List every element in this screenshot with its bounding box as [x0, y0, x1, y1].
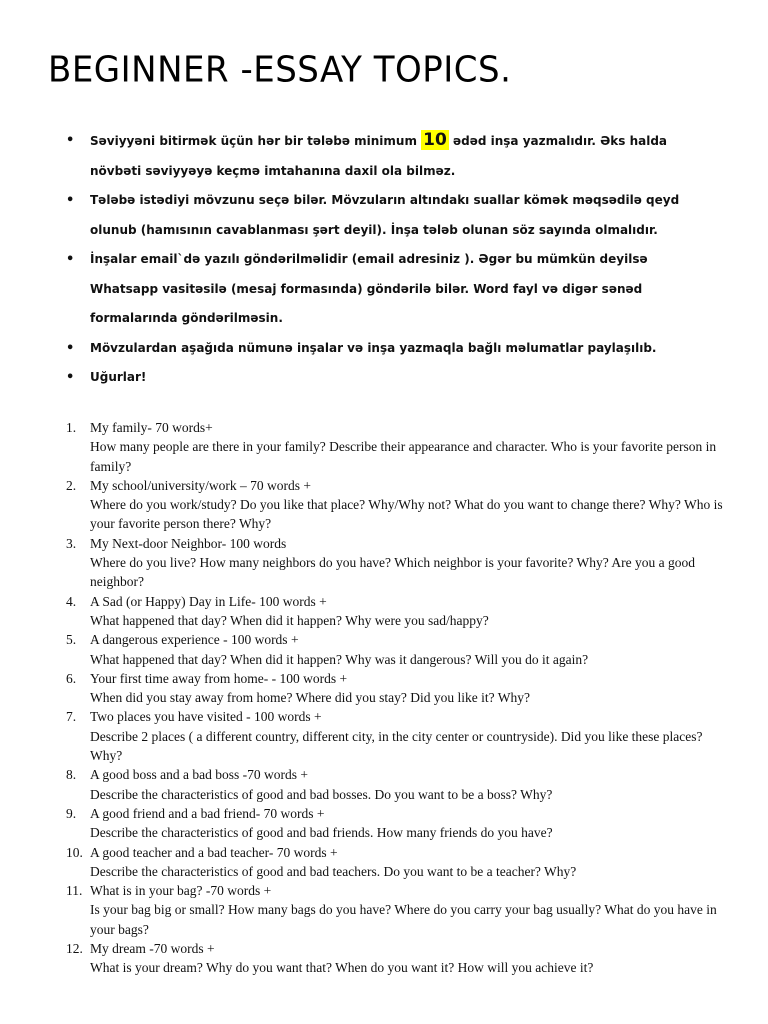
topic-title: A good teacher and a bad teacher- 70 words + [90, 844, 338, 860]
topic-title: A dangerous experience - 100 words + [90, 632, 299, 648]
topic-number: 3. [66, 535, 77, 551]
topic-number: 4. [66, 593, 77, 609]
bullet-icon: • [66, 252, 75, 267]
topic-number: 9. [66, 805, 77, 821]
topic-title: A good boss and a bad boss -70 words + [90, 767, 308, 783]
topic-description: Is your bag big or small? How many bags do you have? Where do you carry your bag usually? What do you have in your bags? [90, 902, 717, 937]
topic-item [66, 630, 726, 669]
bullet-icon: • [66, 370, 75, 385]
topic-number: 6. [66, 670, 77, 686]
topic-item [66, 939, 726, 978]
topic-title: My dream -70 words + [90, 941, 215, 957]
rule-text: Mövzulardan aşağıda nümunə inşalar və inşa yazmaqla bağlı məlumatlar paylaşılıb. [90, 340, 657, 355]
topic-number: 5. [66, 632, 77, 648]
topic-title: What is in your bag? -70 words + [90, 883, 272, 899]
topic-item [66, 881, 726, 939]
topic-item [66, 843, 726, 882]
topic-item [66, 534, 726, 592]
rule-item [64, 245, 714, 334]
topic-title: A good friend and a bad friend- 70 words + [90, 805, 325, 821]
rule-item [64, 126, 714, 186]
topic-description: When did you stay away from home? Where did you stay? Did you like it? Why? [90, 690, 531, 706]
topic-item [66, 804, 726, 843]
topic-title: My school/university/work – 70 words + [90, 477, 311, 493]
topic-number: 11. [66, 883, 83, 899]
topics-list [66, 418, 726, 978]
topic-description: Describe the characteristics of good and bad teachers. Do you want to be a teacher? Why? [90, 863, 577, 879]
topic-number: 12. [66, 941, 83, 957]
topic-item [66, 592, 726, 631]
topic-item [66, 765, 726, 804]
bullet-icon: • [66, 133, 75, 148]
bullet-icon: • [66, 340, 75, 356]
rules-list [64, 126, 714, 393]
topic-description: Where do you work/study? Do you like that place? Why/Why not? What do you want to change there? Why? Who is your favorite person there? Why? [90, 497, 723, 532]
topic-item [66, 669, 726, 708]
topic-item [66, 707, 726, 765]
topic-number: 2. [66, 477, 77, 493]
rule-text: İnşalar email`də yazılı göndərilməlidir (email adresiniz ). Əgər bu mümkün deyilsə Whatsapp vasitəsilə (mesaj formasında) göndərilə bilər. Word fayl və digər sənəd formalarında göndərilməsin. [90, 252, 648, 325]
topic-description: What is your dream? Why do you want that? When do you want it? How will you achieve it? [90, 960, 594, 976]
topic-description: How many people are there in your family? Describe their appearance and character. Who is your favorite person in family? [90, 439, 717, 474]
topic-number: 10. [66, 844, 83, 860]
rule-item [64, 186, 714, 245]
topic-number: 8. [66, 767, 77, 783]
highlighted-number: 10 [423, 130, 447, 150]
topic-number: 7. [66, 709, 77, 725]
topic-description: What happened that day? When did it happen? Why was it dangerous? Will you do it again? [90, 651, 589, 667]
topic-description: Where do you live? How many neighbors do you have? Which neighbor is your favorite? Why? Are you a good neighbor? [90, 555, 695, 590]
topic-title: A Sad (or Happy) Day in Life- 100 words + [90, 593, 327, 609]
topic-item [66, 418, 726, 476]
topic-description: Describe the characteristics of good and bad bosses. Do you want to be a boss? Why? [90, 786, 553, 802]
bullet-icon: • [66, 193, 75, 208]
topic-number: 1. [66, 420, 77, 435]
topic-title: My Next-door Neighbor- 100 words [90, 535, 287, 551]
topic-title: Your first time away from home- - 100 words + [90, 670, 348, 686]
rule-item [64, 363, 714, 393]
page-title: BEGINNER -ESSAY TOPICS. [48, 49, 512, 91]
rule-text: Tələbə istədiyi mövzunu seçə bilər. Mövzuların altındakı suallar kömək məqsədilə qeyd olunub (hamısının cavablanması şərt deyil). İnşa tələb olunan söz sayında olmalıdır. [90, 193, 680, 237]
rule-item [64, 334, 714, 364]
topic-description: Describe 2 places ( a different country, different city, in the city center or countryside). Did you like these places? Why? [90, 728, 703, 764]
topic-description: Describe the characteristics of good and bad friends. How many friends do you have? [90, 825, 553, 841]
topic-title: My family- 70 words+ [90, 420, 213, 435]
topic-description: What happened that day? When did it happen? Why were you sad/happy? [90, 612, 489, 628]
rule-text-after: ədəd inşa yazmalıdır. Əks halda növbəti səviyyəyə keçmə imtahanına daxil ola bilməz. [90, 134, 668, 178]
topic-item [66, 476, 726, 534]
rule-text: Uğurlar! [90, 370, 147, 384]
rule-text-before: Səviyyəni bitirmək üçün hər bir tələbə minimum [90, 134, 422, 148]
topic-title: Two places you have visited - 100 words + [90, 709, 322, 725]
